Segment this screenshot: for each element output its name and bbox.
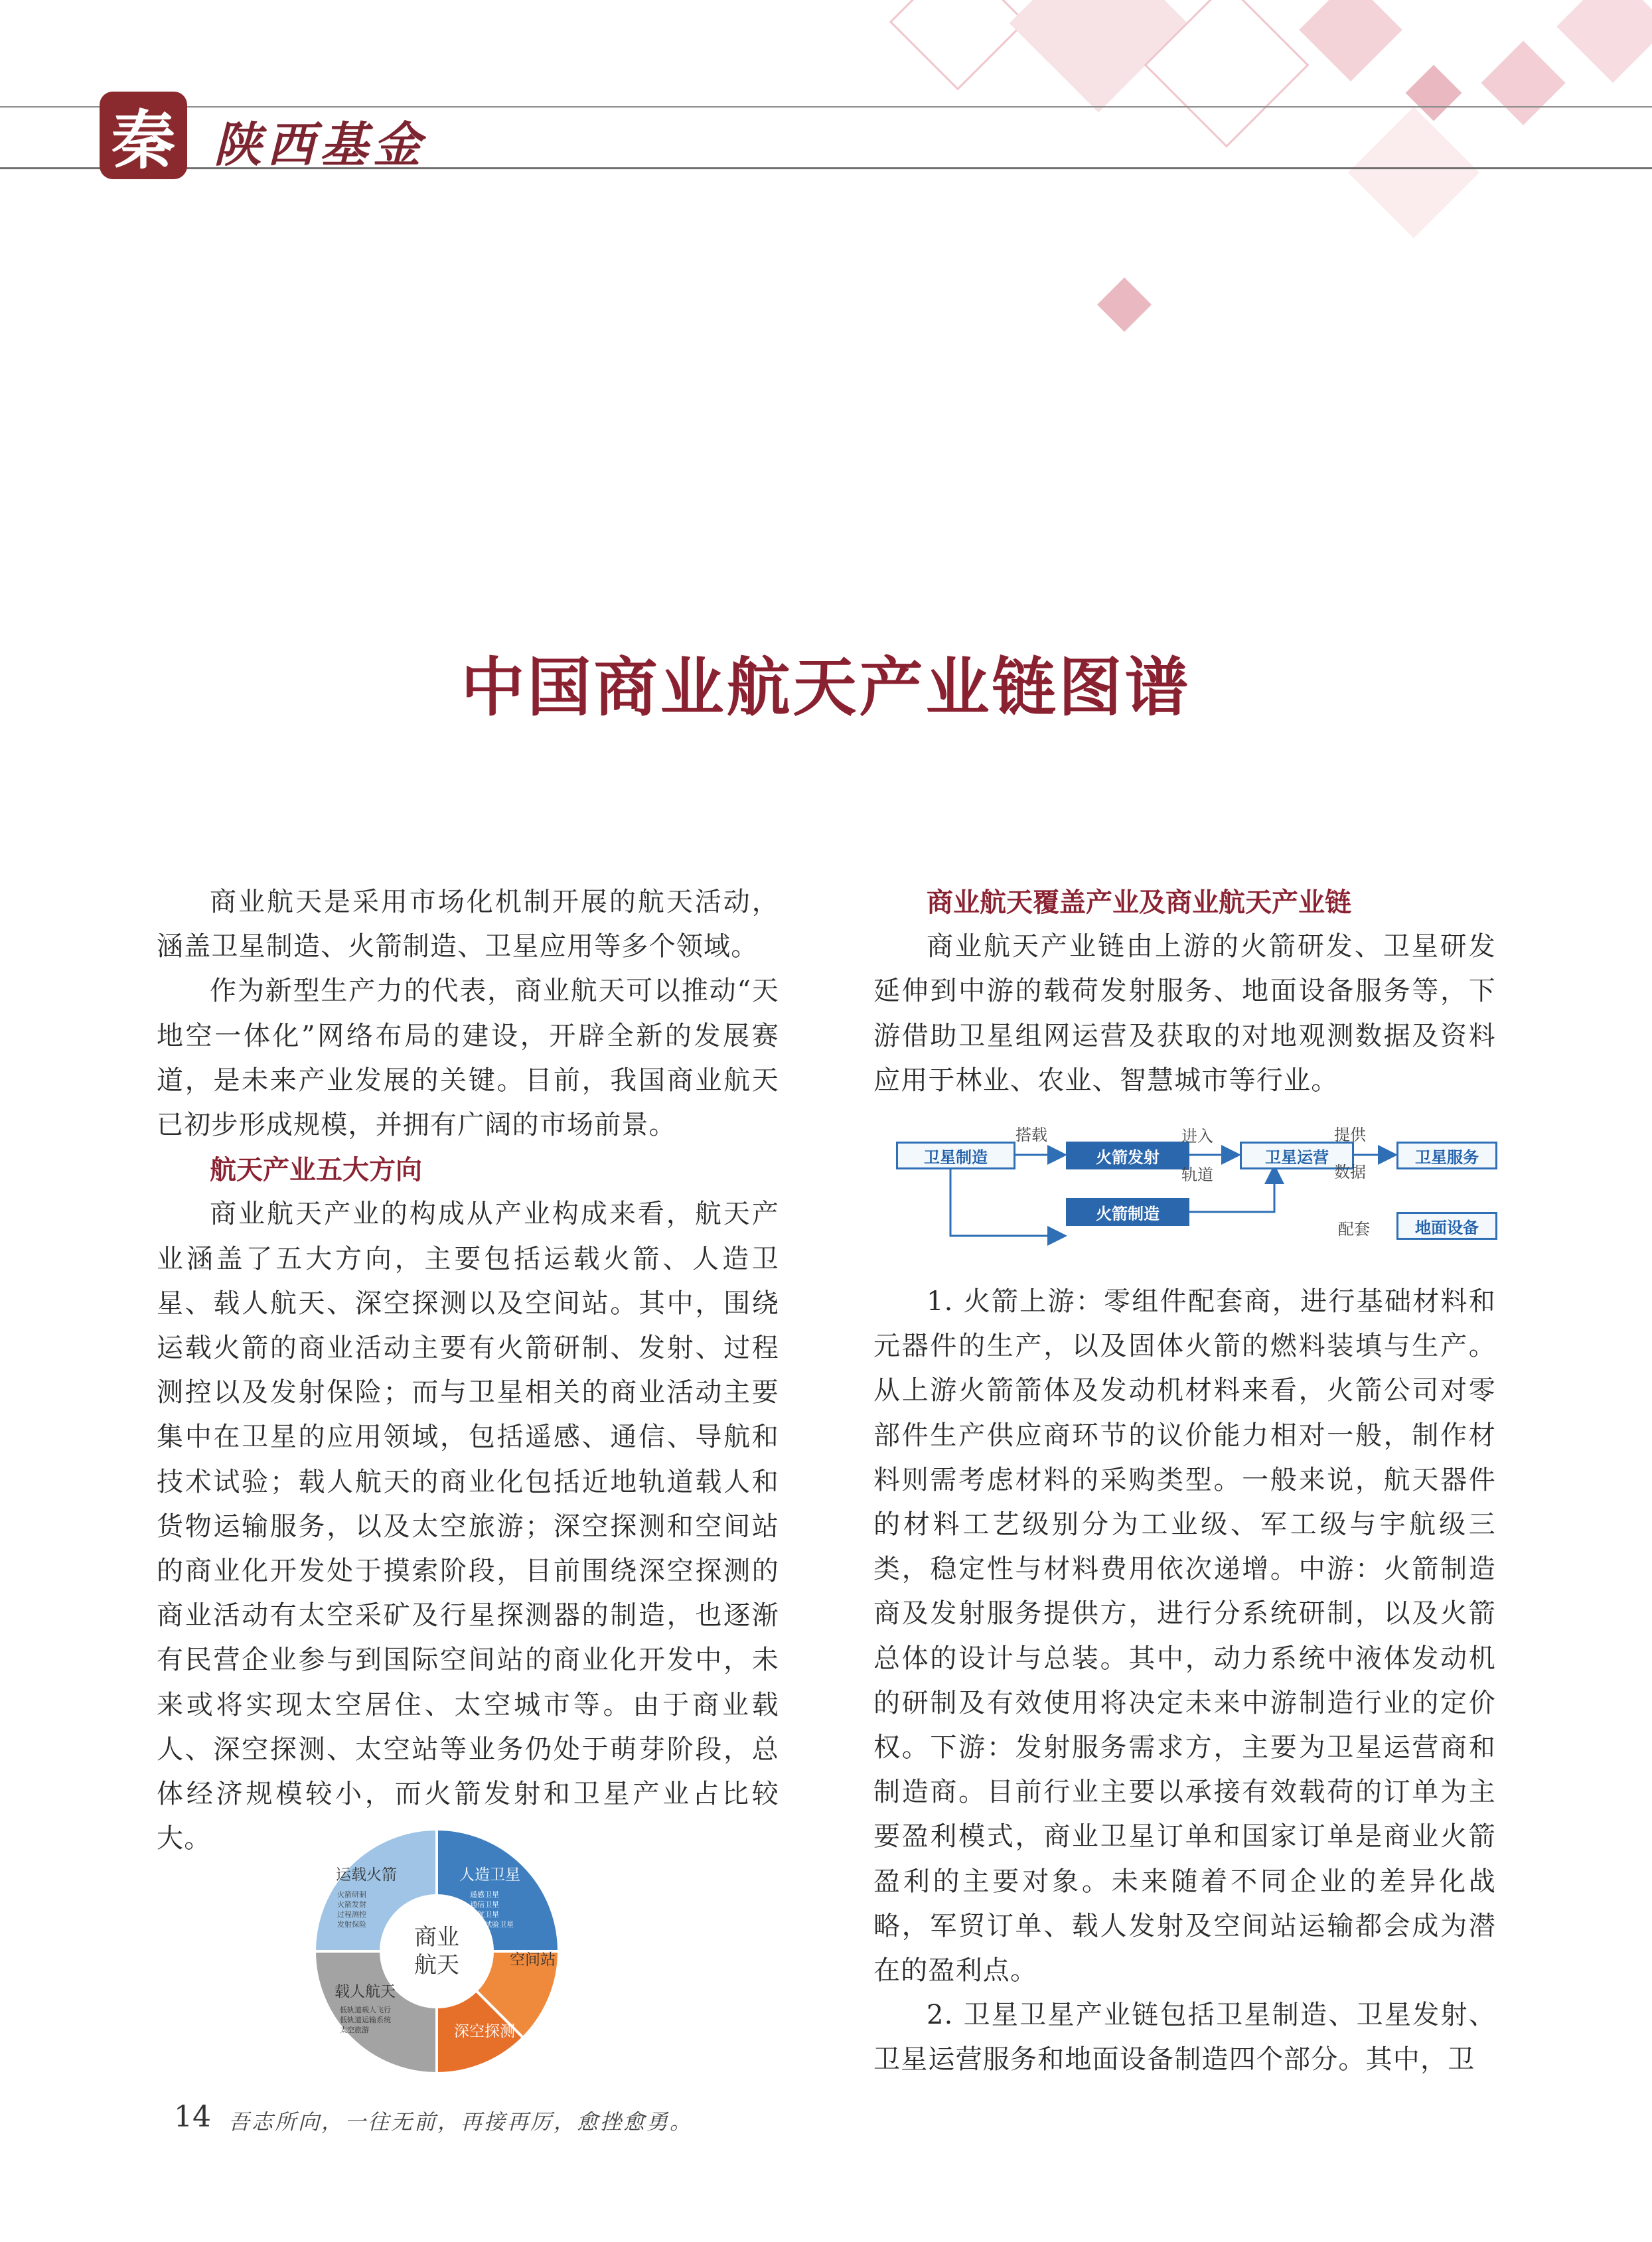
- flow-label-carry: 搭载: [1015, 1126, 1047, 1144]
- page-title: 中国商业航天产业链图谱: [461, 650, 1191, 725]
- logo-character: 秦: [112, 102, 175, 178]
- segment-item: 火箭发射: [337, 1900, 366, 1909]
- flow-box-satellite-manufacturing: 卫星制造: [896, 1142, 1015, 1169]
- segment-label-satellite: 人造卫星: [459, 1866, 520, 1884]
- industry-chain-flow-diagram: [889, 1122, 1500, 1248]
- new-productivity-paragraph: 作为新型生产力的代表，商业航天可以推动“天地空一体化”网络布局的建设，开辟全新的发展赛道，是未来产业发展的关键。目前，我国商业航天已初步形成规模，并拥有广阔的市场前景。: [157, 976, 779, 1141]
- segment-item: 遥感卫星: [470, 1890, 499, 1899]
- segment-label-deep-space: 深空探测: [454, 2023, 515, 2040]
- flow-box-satellite-operation: 卫星运营: [1240, 1142, 1354, 1169]
- decor-diamond: [1556, 0, 1652, 83]
- flow-box-satellite-service: 卫星服务: [1396, 1142, 1497, 1169]
- decor-diamond: [889, 0, 1026, 90]
- segment-label-crewed: 载人航天: [335, 1983, 396, 2000]
- decor-diamond: [1348, 107, 1479, 238]
- brand-name: 陕西基金: [214, 116, 427, 173]
- decor-diamond: [1299, 0, 1402, 82]
- section-heading-industry-chain: 商业航天覆盖产业及商业航天产业链: [927, 887, 1351, 918]
- donut-center-line1: 商业: [414, 1924, 459, 1951]
- decor-diamond: [1097, 277, 1152, 332]
- decor-diamond: [1481, 40, 1565, 125]
- right-column: [873, 880, 1496, 1103]
- section-heading-five-directions: 航天产业五大方向: [210, 1154, 422, 1186]
- segment-item: 太空旅游: [340, 2026, 369, 2034]
- segment-item: 技术试验卫星: [470, 1920, 514, 1929]
- segment-item: 发射保险: [337, 1920, 366, 1929]
- satellite-chain-paragraph: 2. 卫星卫星产业链包括卫星制造、卫星发射、卫星运营服务和地面设备制造四个部分。其中，卫: [873, 2000, 1496, 2075]
- industry-donut-chart: [311, 1825, 563, 2077]
- flow-label-data: 数据: [1334, 1163, 1366, 1181]
- flow-box-ground-equipment: 地面设备: [1396, 1212, 1497, 1240]
- flow-label-provide: 提供: [1334, 1126, 1366, 1144]
- left-column: [157, 880, 779, 1861]
- flow-box-rocket-manufacturing: 火箭制造: [1066, 1198, 1189, 1226]
- page-number: 14: [174, 2100, 211, 2134]
- flow-label-orbit: 轨道: [1181, 1165, 1213, 1184]
- segment-label-station: 空间站: [510, 1951, 556, 1969]
- segment-item: 过程测控: [337, 1910, 366, 1919]
- footer-motto: 吾志所向，一往无前，再接再厉，愈挫愈勇。: [228, 2109, 694, 2134]
- flow-label-match: 配套: [1338, 1220, 1370, 1238]
- intro-paragraph: 商业航天是采用市场化机制开展的航天活动，涵盖卫星制造、火箭制造、卫星应用等多个领域。: [157, 887, 779, 962]
- segment-item: 低轨道载人飞行: [340, 2006, 391, 2014]
- donut-center-line2: 航天: [414, 1952, 459, 1979]
- segment-label-rocket: 运载火箭: [336, 1866, 397, 1884]
- industry-chain-paragraph: 商业航天产业链由上游的火箭研发、卫星研发延伸到中游的载荷发射服务、地面设备服务等，下游借助卫星组网运营及获取的对地观测数据及资料应用于林业、农业、智慧城市等行业。: [873, 931, 1496, 1096]
- segment-item: 火箭研制: [337, 1890, 366, 1899]
- logo-badge: [100, 92, 187, 179]
- rocket-chain-paragraph: 1. 火箭上游：零组件配套商，进行基础材料和元器件的生产，以及固体火箭的燃料装填与生产。从上游火箭箭体及发动机材料来看，火箭公司对零部件生产供应商环节的议价能力相对一般，制作材料则需考虑材料的采购类型。一般来说，航天器件的材料工艺级别分为工业级、军工级与宇航级三类，稳定性与材料费用依次递增。中游：火箭制造商及发射服务提供方，进行分系统研制，以及火箭总体的设计与总装。其中，动力系统中液体发动机的研制及有效使用将决定未来中游制造行业的定价权。下游：发射服务需求方，主要为卫星运营商和制造商。目前行业主要以承接有效载荷的订单为主要盈利模式，商业卫星订单和国家订单是商业火箭盈利的主要对象。未来随着不同企业的差异化战略，军贸订单、载人发射及空间站运输都会成为潜在的盈利点。: [873, 1286, 1496, 1986]
- flow-label-enter: 进入: [1181, 1127, 1213, 1146]
- five-directions-paragraph: 商业航天产业的构成从产业构成来看，航天产业涵盖了五大方向，主要包括运载火箭、人造卫星、载人航天、深空探测以及空间站。其中，围绕运载火箭的商业活动主要有火箭研制、发射、过程测控以及发射保险；而与卫星相关的商业活动主要集中在卫星的应用领域，包括遥感、通信、导航和技术试验；载人航天的商业化包括近地轨道载人和货物运输服务，以及太空旅游；深空探测和空间站的商业化开发处于摸索阶段，目前围绕深空探测的商业活动有太空采矿及行星探测器的制造，也逐渐有民营企业参与到国际空间站的商业化开发中，未来或将实现太空居住、太空城市等。由于商业载人、深空探测、太空站等业务仍处于萌芽阶段，总体经济规模较小，而火箭发射和卫星产业占比较大。: [157, 1199, 779, 1854]
- right-column-lower: [873, 1280, 1496, 2083]
- segment-item: 低轨道运输系统: [340, 2016, 391, 2024]
- segment-item: 通信卫星: [470, 1900, 499, 1909]
- segment-item: 导航卫星: [470, 1910, 499, 1919]
- flow-box-rocket-launch: 火箭发射: [1066, 1142, 1189, 1169]
